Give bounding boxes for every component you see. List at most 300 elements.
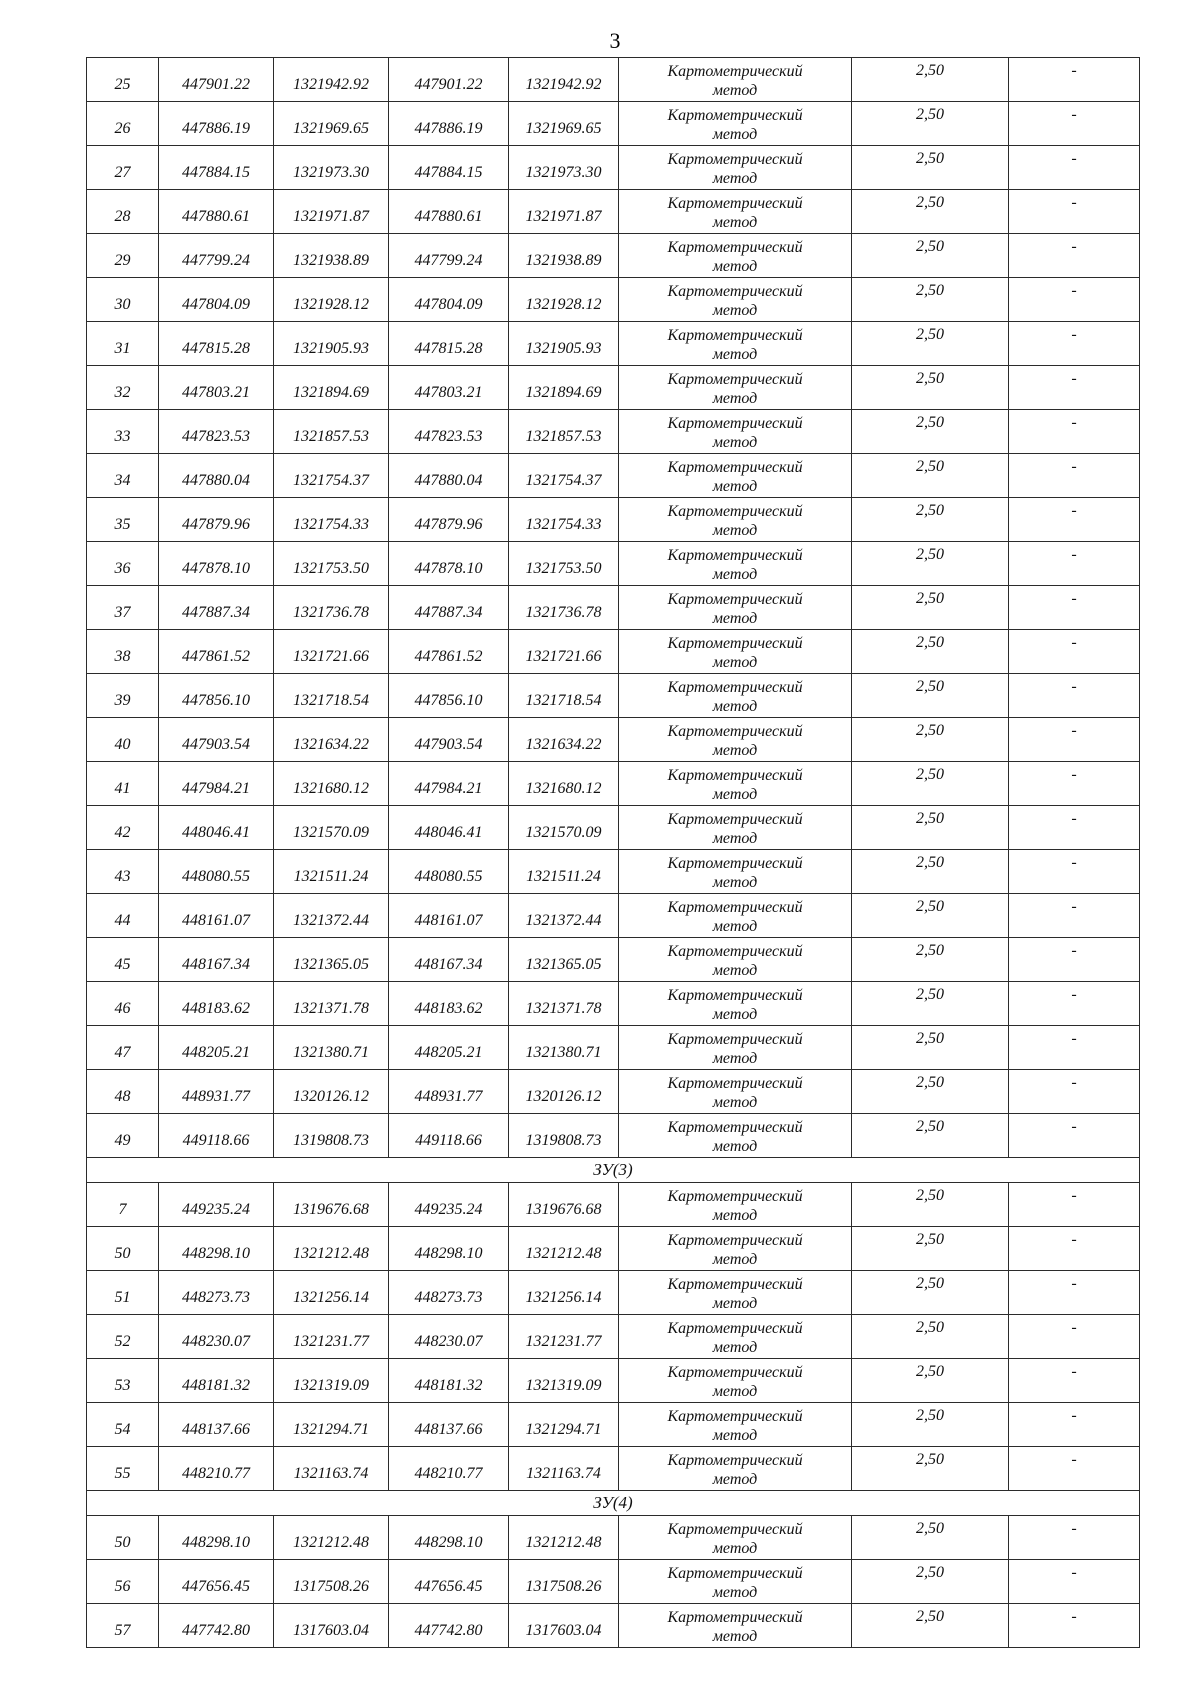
method-cell — [619, 190, 852, 234]
coordinates-table-body — [87, 58, 1140, 1648]
y-new-cell: 1321905.93 — [509, 322, 619, 366]
method-line-2: метод — [712, 214, 758, 231]
table-row — [87, 1026, 1140, 1070]
method-cell — [619, 366, 852, 410]
point-number-cell: 27 — [87, 146, 159, 190]
method-cell — [619, 542, 852, 586]
x-existing-cell: 447742.80 — [159, 1604, 274, 1648]
accuracy-cell: 2,50 — [852, 454, 1009, 498]
x-existing-cell: 449235.24 — [159, 1183, 274, 1227]
x-new-cell: 448080.55 — [389, 850, 509, 894]
method-line-1: Картометрический — [667, 239, 803, 256]
method-line-1: Картометрический — [667, 459, 803, 476]
y-new-cell: 1321857.53 — [509, 410, 619, 454]
method-line-2: метод — [712, 1471, 758, 1488]
method-line-1: Картометрический — [667, 1320, 803, 1337]
x-existing-cell: 448205.21 — [159, 1026, 274, 1070]
x-existing-cell: 448210.77 — [159, 1447, 274, 1491]
point-number-cell: 28 — [87, 190, 159, 234]
table-row — [87, 1403, 1140, 1447]
method-line-1: Картометрический — [667, 635, 803, 652]
method-line-1: Картометрический — [667, 1031, 803, 1048]
accuracy-cell: 2,50 — [852, 1403, 1009, 1447]
note-cell: - — [1009, 1026, 1140, 1070]
y-new-cell: 1317508.26 — [509, 1560, 619, 1604]
method-cell — [619, 762, 852, 806]
y-existing-cell: 1321753.50 — [274, 542, 389, 586]
y-existing-cell: 1319808.73 — [274, 1114, 389, 1158]
point-number-cell: 7 — [87, 1183, 159, 1227]
table-row — [87, 1227, 1140, 1271]
accuracy-cell: 2,50 — [852, 1271, 1009, 1315]
y-new-cell: 1321511.24 — [509, 850, 619, 894]
method-line-1: Картометрический — [667, 1521, 803, 1538]
method-line-1: Картометрический — [667, 855, 803, 872]
x-new-cell: 448161.07 — [389, 894, 509, 938]
method-cell — [619, 102, 852, 146]
method-line-2: метод — [712, 1138, 758, 1155]
y-new-cell: 1321680.12 — [509, 762, 619, 806]
table-row — [87, 1183, 1140, 1227]
y-new-cell: 1321212.48 — [509, 1227, 619, 1271]
method-line-1: Картометрический — [667, 723, 803, 740]
method-line-2: метод — [712, 918, 758, 935]
accuracy-cell: 2,50 — [852, 102, 1009, 146]
method-cell — [619, 234, 852, 278]
x-new-cell: 447884.15 — [389, 146, 509, 190]
accuracy-cell: 2,50 — [852, 1070, 1009, 1114]
note-cell: - — [1009, 102, 1140, 146]
point-number-cell: 54 — [87, 1403, 159, 1447]
method-line-2: метод — [712, 1339, 758, 1356]
table-row — [87, 806, 1140, 850]
y-existing-cell: 1321319.09 — [274, 1359, 389, 1403]
y-existing-cell: 1321365.05 — [274, 938, 389, 982]
point-number-cell: 46 — [87, 982, 159, 1026]
table-row — [87, 102, 1140, 146]
y-new-cell: 1321365.05 — [509, 938, 619, 982]
x-new-cell: 447861.52 — [389, 630, 509, 674]
x-existing-cell: 448230.07 — [159, 1315, 274, 1359]
table-row — [87, 366, 1140, 410]
y-new-cell: 1321371.78 — [509, 982, 619, 1026]
note-cell: - — [1009, 1359, 1140, 1403]
method-line-2: метод — [712, 1094, 758, 1111]
y-new-cell: 1321294.71 — [509, 1403, 619, 1447]
accuracy-cell: 2,50 — [852, 322, 1009, 366]
x-new-cell: 447742.80 — [389, 1604, 509, 1648]
x-existing-cell: 448181.32 — [159, 1359, 274, 1403]
note-cell: - — [1009, 278, 1140, 322]
method-cell — [619, 1403, 852, 1447]
table-row — [87, 1114, 1140, 1158]
accuracy-cell: 2,50 — [852, 234, 1009, 278]
point-number-cell: 45 — [87, 938, 159, 982]
point-number-cell: 51 — [87, 1271, 159, 1315]
method-line-2: метод — [712, 874, 758, 891]
note-cell: - — [1009, 586, 1140, 630]
y-new-cell: 1321721.66 — [509, 630, 619, 674]
point-number-cell: 53 — [87, 1359, 159, 1403]
x-existing-cell: 449118.66 — [159, 1114, 274, 1158]
method-line-1: Картометрический — [667, 987, 803, 1004]
table-row — [87, 1516, 1140, 1560]
y-existing-cell: 1321380.71 — [274, 1026, 389, 1070]
y-new-cell: 1321928.12 — [509, 278, 619, 322]
x-new-cell: 447984.21 — [389, 762, 509, 806]
y-existing-cell: 1321905.93 — [274, 322, 389, 366]
method-cell — [619, 586, 852, 630]
page-number: 3 — [609, 28, 621, 53]
table-row — [87, 58, 1140, 102]
section-label: ЗУ(3) — [87, 1158, 1140, 1183]
method-line-2: метод — [712, 830, 758, 847]
x-existing-cell: 448273.73 — [159, 1271, 274, 1315]
accuracy-cell: 2,50 — [852, 586, 1009, 630]
y-existing-cell: 1321372.44 — [274, 894, 389, 938]
x-new-cell: 447878.10 — [389, 542, 509, 586]
accuracy-cell: 2,50 — [852, 1359, 1009, 1403]
table-row — [87, 278, 1140, 322]
table-row — [87, 190, 1140, 234]
y-existing-cell: 1321511.24 — [274, 850, 389, 894]
x-existing-cell: 447884.15 — [159, 146, 274, 190]
method-line-2: метод — [712, 1006, 758, 1023]
x-new-cell: 447879.96 — [389, 498, 509, 542]
x-new-cell: 448298.10 — [389, 1227, 509, 1271]
x-new-cell: 447856.10 — [389, 674, 509, 718]
note-cell: - — [1009, 1114, 1140, 1158]
x-existing-cell: 447886.19 — [159, 102, 274, 146]
method-cell — [619, 498, 852, 542]
x-existing-cell: 447878.10 — [159, 542, 274, 586]
x-existing-cell: 447984.21 — [159, 762, 274, 806]
accuracy-cell: 2,50 — [852, 762, 1009, 806]
table-row — [87, 1447, 1140, 1491]
y-new-cell: 1321319.09 — [509, 1359, 619, 1403]
method-line-1: Картометрический — [667, 1232, 803, 1249]
x-new-cell: 447823.53 — [389, 410, 509, 454]
table-row — [87, 542, 1140, 586]
y-existing-cell: 1321371.78 — [274, 982, 389, 1026]
note-cell: - — [1009, 58, 1140, 102]
y-new-cell: 1321938.89 — [509, 234, 619, 278]
note-cell: - — [1009, 454, 1140, 498]
method-line-1: Картометрический — [667, 1609, 803, 1626]
method-cell — [619, 1183, 852, 1227]
x-new-cell: 447799.24 — [389, 234, 509, 278]
method-line-1: Картометрический — [667, 1119, 803, 1136]
method-line-2: метод — [712, 962, 758, 979]
note-cell: - — [1009, 982, 1140, 1026]
x-existing-cell: 447880.04 — [159, 454, 274, 498]
accuracy-cell: 2,50 — [852, 1026, 1009, 1070]
y-new-cell: 1319808.73 — [509, 1114, 619, 1158]
note-cell: - — [1009, 1516, 1140, 1560]
y-new-cell: 1321634.22 — [509, 718, 619, 762]
accuracy-cell: 2,50 — [852, 1516, 1009, 1560]
y-existing-cell: 1321736.78 — [274, 586, 389, 630]
accuracy-cell: 2,50 — [852, 1447, 1009, 1491]
y-existing-cell: 1321634.22 — [274, 718, 389, 762]
x-new-cell: 449118.66 — [389, 1114, 509, 1158]
method-cell — [619, 1359, 852, 1403]
method-line-2: метод — [712, 434, 758, 451]
note-cell: - — [1009, 938, 1140, 982]
point-number-cell: 38 — [87, 630, 159, 674]
y-new-cell: 1321973.30 — [509, 146, 619, 190]
method-line-1: Картометрический — [667, 679, 803, 696]
table-row — [87, 850, 1140, 894]
y-new-cell: 1321570.09 — [509, 806, 619, 850]
accuracy-cell: 2,50 — [852, 1604, 1009, 1648]
point-number-cell: 33 — [87, 410, 159, 454]
method-line-2: метод — [712, 478, 758, 495]
y-new-cell: 1321971.87 — [509, 190, 619, 234]
x-new-cell: 448167.34 — [389, 938, 509, 982]
method-line-1: Картометрический — [667, 811, 803, 828]
method-cell — [619, 850, 852, 894]
point-number-cell: 57 — [87, 1604, 159, 1648]
x-new-cell: 449235.24 — [389, 1183, 509, 1227]
x-new-cell: 447656.45 — [389, 1560, 509, 1604]
point-number-cell: 43 — [87, 850, 159, 894]
table-row — [87, 1315, 1140, 1359]
x-new-cell: 447887.34 — [389, 586, 509, 630]
accuracy-cell: 2,50 — [852, 498, 1009, 542]
y-existing-cell: 1319676.68 — [274, 1183, 389, 1227]
x-existing-cell: 447861.52 — [159, 630, 274, 674]
y-existing-cell: 1321971.87 — [274, 190, 389, 234]
accuracy-cell: 2,50 — [852, 190, 1009, 234]
accuracy-cell: 2,50 — [852, 146, 1009, 190]
y-existing-cell: 1321942.92 — [274, 58, 389, 102]
x-existing-cell: 447879.96 — [159, 498, 274, 542]
table-row — [87, 234, 1140, 278]
method-line-1: Картометрический — [667, 63, 803, 80]
accuracy-cell: 2,50 — [852, 1560, 1009, 1604]
note-cell: - — [1009, 718, 1140, 762]
method-line-1: Картометрический — [667, 195, 803, 212]
x-new-cell: 448931.77 — [389, 1070, 509, 1114]
method-line-2: метод — [712, 1050, 758, 1067]
point-number-cell: 29 — [87, 234, 159, 278]
table-row — [87, 322, 1140, 366]
point-number-cell: 35 — [87, 498, 159, 542]
table-row — [87, 1604, 1140, 1648]
table-row — [87, 1070, 1140, 1114]
note-cell: - — [1009, 542, 1140, 586]
point-number-cell: 30 — [87, 278, 159, 322]
note-cell: - — [1009, 1227, 1140, 1271]
y-new-cell: 1321212.48 — [509, 1516, 619, 1560]
accuracy-cell: 2,50 — [852, 366, 1009, 410]
accuracy-cell: 2,50 — [852, 894, 1009, 938]
point-number-cell: 37 — [87, 586, 159, 630]
accuracy-cell: 2,50 — [852, 278, 1009, 322]
table-row — [87, 586, 1140, 630]
accuracy-cell: 2,50 — [852, 58, 1009, 102]
note-cell: - — [1009, 762, 1140, 806]
point-number-cell: 47 — [87, 1026, 159, 1070]
section-row — [87, 1491, 1140, 1516]
method-line-1: Картометрический — [667, 1565, 803, 1582]
y-existing-cell: 1321212.48 — [274, 1516, 389, 1560]
accuracy-cell: 2,50 — [852, 982, 1009, 1026]
x-new-cell: 448205.21 — [389, 1026, 509, 1070]
note-cell: - — [1009, 674, 1140, 718]
x-new-cell: 448230.07 — [389, 1315, 509, 1359]
table-row — [87, 630, 1140, 674]
y-new-cell: 1321753.50 — [509, 542, 619, 586]
note-cell: - — [1009, 1315, 1140, 1359]
note-cell: - — [1009, 498, 1140, 542]
method-line-1: Картометрический — [667, 547, 803, 564]
y-existing-cell: 1321894.69 — [274, 366, 389, 410]
section-label: ЗУ(4) — [87, 1491, 1140, 1516]
point-number-cell: 42 — [87, 806, 159, 850]
method-line-2: метод — [712, 258, 758, 275]
x-existing-cell: 447799.24 — [159, 234, 274, 278]
method-line-1: Картометрический — [667, 283, 803, 300]
note-cell: - — [1009, 894, 1140, 938]
y-new-cell: 1321969.65 — [509, 102, 619, 146]
note-cell: - — [1009, 1604, 1140, 1648]
y-new-cell: 1321894.69 — [509, 366, 619, 410]
table-row — [87, 410, 1140, 454]
point-number-cell: 34 — [87, 454, 159, 498]
y-new-cell: 1321754.37 — [509, 454, 619, 498]
point-number-cell: 36 — [87, 542, 159, 586]
y-new-cell: 1321718.54 — [509, 674, 619, 718]
accuracy-cell: 2,50 — [852, 1227, 1009, 1271]
section-row — [87, 1158, 1140, 1183]
note-cell: - — [1009, 1070, 1140, 1114]
method-line-1: Картометрический — [667, 1452, 803, 1469]
x-existing-cell: 448931.77 — [159, 1070, 274, 1114]
note-cell: - — [1009, 1271, 1140, 1315]
table-row — [87, 454, 1140, 498]
x-existing-cell: 447815.28 — [159, 322, 274, 366]
y-existing-cell: 1321938.89 — [274, 234, 389, 278]
x-existing-cell: 447823.53 — [159, 410, 274, 454]
point-number-cell: 32 — [87, 366, 159, 410]
method-line-2: метод — [712, 126, 758, 143]
y-existing-cell: 1317508.26 — [274, 1560, 389, 1604]
method-cell — [619, 278, 852, 322]
accuracy-cell: 2,50 — [852, 410, 1009, 454]
method-line-2: метод — [712, 654, 758, 671]
method-cell — [619, 322, 852, 366]
point-number-cell: 40 — [87, 718, 159, 762]
method-cell — [619, 894, 852, 938]
method-line-1: Картометрический — [667, 1075, 803, 1092]
note-cell: - — [1009, 1403, 1140, 1447]
table-row — [87, 718, 1140, 762]
point-number-cell: 48 — [87, 1070, 159, 1114]
method-cell — [619, 1271, 852, 1315]
table-row — [87, 1271, 1140, 1315]
y-new-cell: 1321256.14 — [509, 1271, 619, 1315]
accuracy-cell: 2,50 — [852, 1114, 1009, 1158]
y-existing-cell: 1321928.12 — [274, 278, 389, 322]
x-new-cell: 448273.73 — [389, 1271, 509, 1315]
method-line-2: метод — [712, 742, 758, 759]
note-cell: - — [1009, 1447, 1140, 1491]
note-cell: - — [1009, 234, 1140, 278]
method-line-2: метод — [712, 698, 758, 715]
x-existing-cell: 448161.07 — [159, 894, 274, 938]
x-existing-cell: 448167.34 — [159, 938, 274, 982]
method-cell — [619, 146, 852, 190]
method-line-2: метод — [712, 610, 758, 627]
x-new-cell: 447815.28 — [389, 322, 509, 366]
point-number-cell: 49 — [87, 1114, 159, 1158]
method-line-1: Картометрический — [667, 503, 803, 520]
y-existing-cell: 1321163.74 — [274, 1447, 389, 1491]
y-existing-cell: 1320126.12 — [274, 1070, 389, 1114]
table-row — [87, 762, 1140, 806]
note-cell: - — [1009, 322, 1140, 366]
y-existing-cell: 1317603.04 — [274, 1604, 389, 1648]
accuracy-cell: 2,50 — [852, 1183, 1009, 1227]
note-cell: - — [1009, 410, 1140, 454]
method-line-1: Картометрический — [667, 1408, 803, 1425]
point-number-cell: 31 — [87, 322, 159, 366]
x-existing-cell: 448080.55 — [159, 850, 274, 894]
method-line-1: Картометрический — [667, 767, 803, 784]
method-line-2: метод — [712, 566, 758, 583]
y-new-cell: 1321372.44 — [509, 894, 619, 938]
table-row — [87, 146, 1140, 190]
y-existing-cell: 1321294.71 — [274, 1403, 389, 1447]
accuracy-cell: 2,50 — [852, 850, 1009, 894]
method-cell — [619, 982, 852, 1026]
method-line-2: метод — [712, 1295, 758, 1312]
method-line-2: метод — [712, 1628, 758, 1645]
y-new-cell: 1321754.33 — [509, 498, 619, 542]
method-line-1: Картометрический — [667, 1188, 803, 1205]
x-existing-cell: 447804.09 — [159, 278, 274, 322]
method-cell — [619, 1315, 852, 1359]
x-existing-cell: 447887.34 — [159, 586, 274, 630]
method-cell — [619, 1114, 852, 1158]
table-row — [87, 938, 1140, 982]
method-line-2: метод — [712, 1207, 758, 1224]
method-cell — [619, 58, 852, 102]
method-line-1: Картометрический — [667, 151, 803, 168]
x-existing-cell: 448137.66 — [159, 1403, 274, 1447]
method-cell — [619, 938, 852, 982]
method-cell — [619, 1227, 852, 1271]
point-number-cell: 26 — [87, 102, 159, 146]
method-line-1: Картометрический — [667, 371, 803, 388]
accuracy-cell: 2,50 — [852, 718, 1009, 762]
x-existing-cell: 447656.45 — [159, 1560, 274, 1604]
y-existing-cell: 1321973.30 — [274, 146, 389, 190]
note-cell: - — [1009, 806, 1140, 850]
method-line-2: метод — [712, 1540, 758, 1557]
point-number-cell: 44 — [87, 894, 159, 938]
y-existing-cell: 1321969.65 — [274, 102, 389, 146]
table-row — [87, 674, 1140, 718]
point-number-cell: 55 — [87, 1447, 159, 1491]
y-existing-cell: 1321754.37 — [274, 454, 389, 498]
method-line-2: метод — [712, 786, 758, 803]
y-existing-cell: 1321857.53 — [274, 410, 389, 454]
x-existing-cell: 447803.21 — [159, 366, 274, 410]
note-cell: - — [1009, 190, 1140, 234]
